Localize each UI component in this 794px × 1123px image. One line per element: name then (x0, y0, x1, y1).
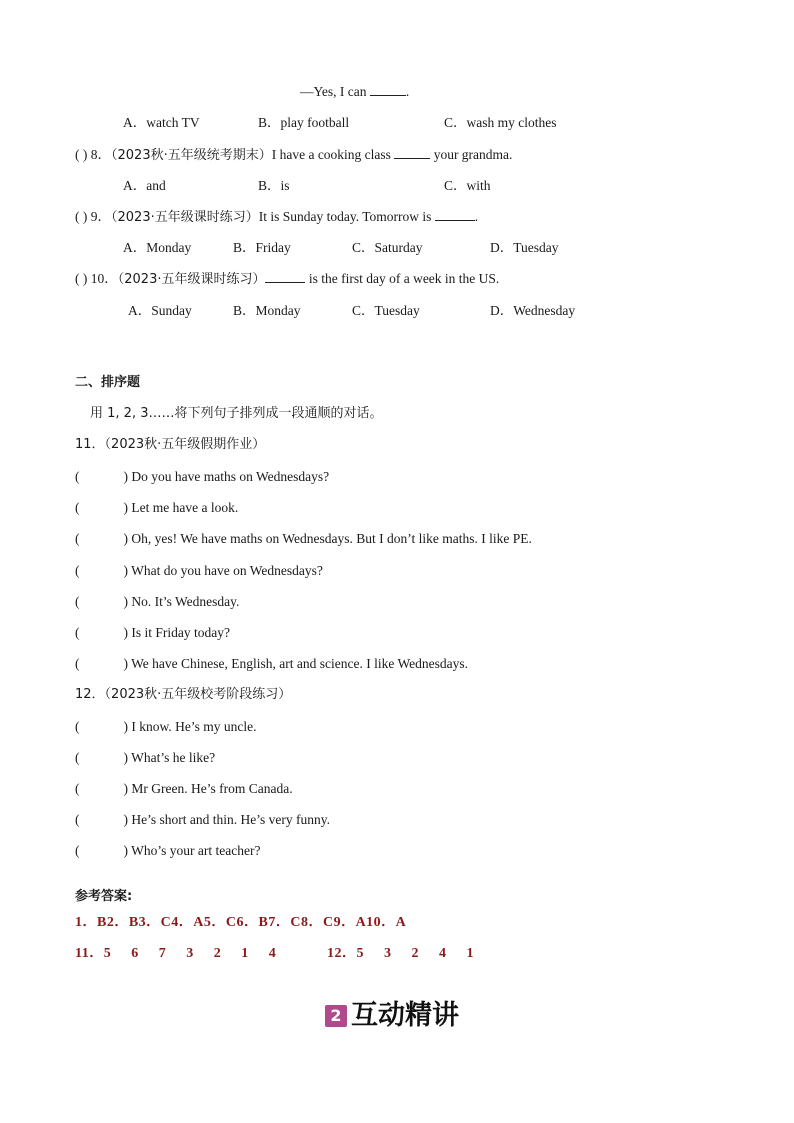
q11-line-text: No. It’s Wednesday. (131, 594, 240, 609)
paren-open: ( (75, 594, 80, 609)
q11-line-text: We have Chinese, English, art and science. I like Wednesdays. (131, 656, 468, 671)
q7-reply-end: . (405, 84, 410, 99)
q12-header: 12．（2023秋·五年级校考阶段练习） (75, 687, 292, 702)
q8-text-b: your grandma. (433, 147, 513, 162)
q8-number: ( ) 8． (75, 147, 111, 162)
paren-open: ( (75, 500, 80, 515)
q8-blank[interactable] (394, 146, 430, 159)
q12-line-text: Mr Green. He’s from Canada. (131, 781, 293, 796)
q7-reply-text: —Yes, I can (300, 84, 367, 99)
q9-option-d: D．Tuesday (490, 240, 559, 255)
q7-reply (300, 83, 409, 101)
paren-close: ) (123, 563, 128, 578)
q12-line-3 (75, 780, 293, 798)
q11-line-3 (75, 530, 532, 548)
q10-text-b: is the first day of a week in the US. (308, 271, 500, 286)
q12-line-2 (75, 749, 215, 767)
q9-source: （2023·五年级课时练习） (111, 210, 259, 225)
q12-line-text: He’s short and thin. He’s very funny. (131, 812, 330, 827)
paren-close: ) (123, 812, 128, 827)
q9-text-b: . (474, 209, 479, 224)
q10-number: ( ) 10． (75, 271, 118, 286)
q10-option-c: C．Tuesday (352, 303, 420, 318)
q10-stem (75, 270, 499, 289)
q9-stem (75, 208, 478, 227)
q8-source: （2023秋·五年级统考期末） (111, 148, 272, 163)
paren-close: ) (123, 594, 128, 609)
q8-text-a: I have a cooking class (271, 147, 391, 162)
q8-stem (75, 146, 512, 165)
q9-text-a: It is Sunday today. Tomorrow is (258, 209, 432, 224)
answers-title: 参考答案: (75, 889, 133, 904)
q11-line-4 (75, 562, 323, 580)
answers-line-2b: 12．5 3 2 4 1 (327, 946, 474, 961)
q11-line-text: Oh, yes! We have maths on Wednesdays. But I don’t like maths. I like PE. (131, 531, 532, 546)
answers-line-1: 1．B2．B3．C4．A5．C6．B7．C8．C9．A10．A (75, 915, 407, 930)
q8-option-b: B．is (258, 178, 290, 193)
q10-source: （2023·五年级课时练习） (117, 272, 266, 287)
q7-option-a: A．watch TV (123, 115, 200, 130)
paren-open: ( (75, 843, 80, 858)
paren-open: ( (75, 719, 80, 734)
q12-line-4 (75, 811, 330, 829)
q11-line-text: Let me have a look. (131, 500, 239, 515)
paren-open: ( (75, 531, 80, 546)
section-heading: 互动精讲 (351, 1000, 459, 1031)
paren-close: ) (123, 531, 128, 546)
paren-open: ( (75, 625, 80, 640)
q8-option-a: A．and (123, 178, 166, 193)
paren-open: ( (75, 781, 80, 796)
q9-blank[interactable] (435, 208, 475, 221)
q10-option-d: D．Wednesday (490, 303, 576, 318)
q10-blank[interactable] (265, 270, 305, 283)
q12-line-text: Who’s your art teacher? (131, 843, 261, 858)
paren-open: ( (75, 812, 80, 827)
q9-option-b: B．Friday (233, 240, 291, 255)
q11-line-7 (75, 655, 468, 673)
q11-line-6 (75, 624, 230, 642)
q9-option-c: C．Saturday (352, 240, 423, 255)
paren-close: ) (123, 500, 128, 515)
q10-option-a: A．Sunday (128, 303, 192, 318)
paren-close: ) (123, 781, 128, 796)
q11-line-text: Do you have maths on Wednesdays? (131, 469, 330, 484)
paren-close: ) (123, 469, 128, 484)
paren-open: ( (75, 469, 80, 484)
q10-option-b: B．Monday (233, 303, 301, 318)
q7-blank[interactable] (370, 83, 406, 96)
paren-close: ) (123, 625, 128, 640)
paren-close: ) (123, 750, 128, 765)
paren-open: ( (75, 750, 80, 765)
paren-close: ) (123, 843, 128, 858)
q11-header: 11．（2023秋·五年级假期作业） (75, 437, 266, 452)
paren-close: ) (123, 719, 128, 734)
section-2-instruction: 用 1, 2, 3……将下列句子排列成一段通顺的对话。 (90, 406, 383, 421)
section-2-title: 二、排序题 (75, 375, 141, 390)
q9-option-a: A．Monday (123, 240, 192, 255)
q7-option-c: C．wash my clothes (444, 115, 557, 130)
paren-open: ( (75, 656, 80, 671)
q12-line-1 (75, 718, 256, 736)
q11-line-text: Is it Friday today? (131, 625, 230, 640)
paren-close: ) (123, 656, 128, 671)
q11-line-1 (75, 468, 329, 486)
q12-line-text: I know. He’s my uncle. (131, 719, 257, 734)
section-number-badge: 2 (325, 1005, 347, 1027)
paren-open: ( (75, 563, 80, 578)
q11-line-text: What do you have on Wednesdays? (131, 563, 323, 578)
q12-line-5 (75, 842, 260, 860)
q12-line-text: What’s he like? (131, 750, 216, 765)
q9-number: ( ) 9． (75, 209, 111, 224)
answers-line-2a: 11．5 6 7 3 2 1 4 (75, 946, 277, 961)
q11-line-2 (75, 499, 238, 517)
q7-option-b: B．play football (258, 115, 350, 130)
q8-option-c: C．with (444, 178, 491, 193)
q11-line-5 (75, 593, 239, 611)
